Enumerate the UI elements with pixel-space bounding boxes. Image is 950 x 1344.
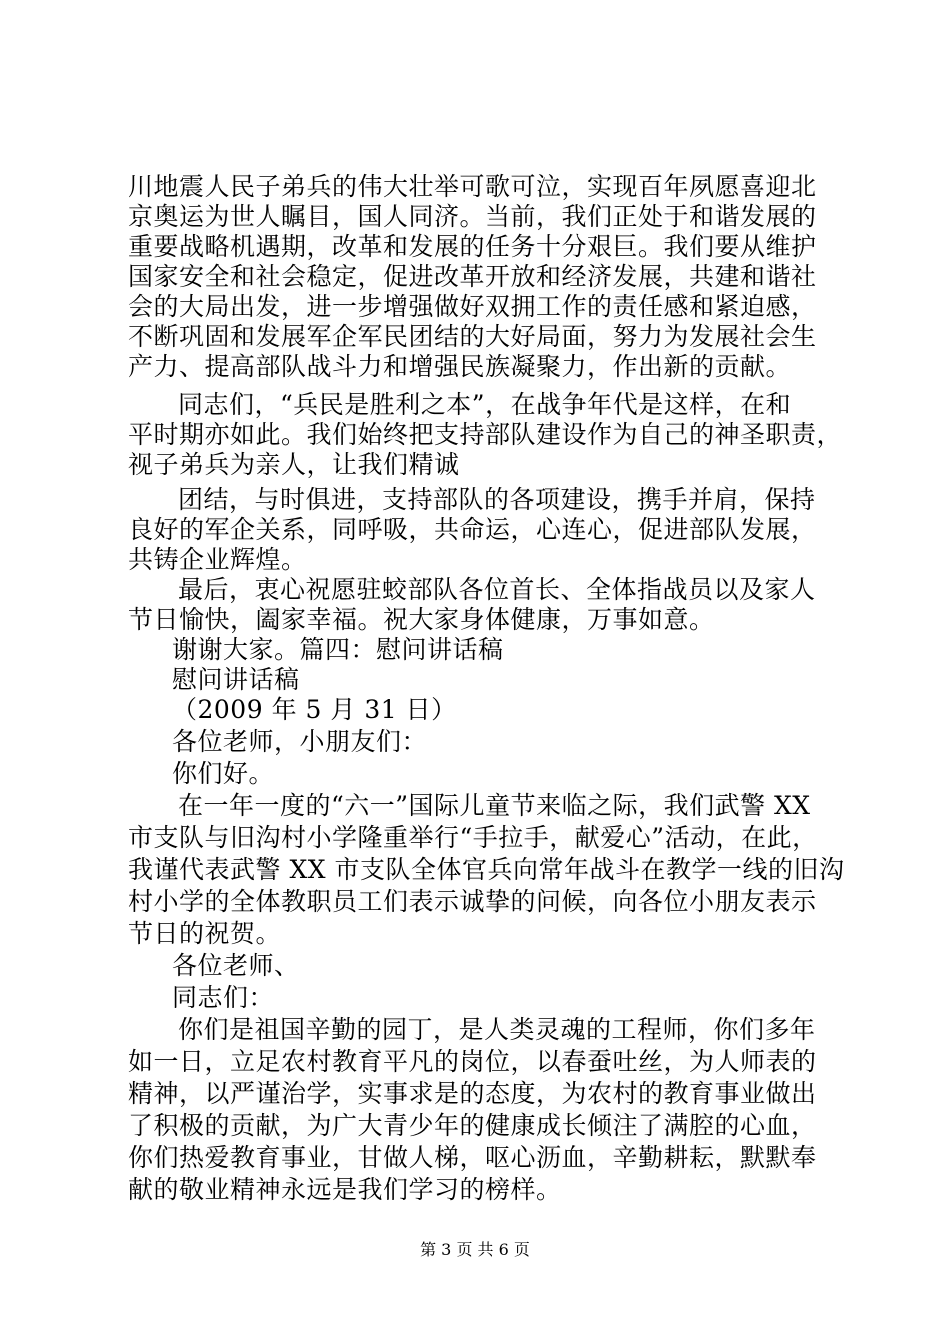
body-text-line: 会的大局出发，进一步增强做好双拥工作的责任感和紧迫感， bbox=[128, 292, 817, 321]
salutation: 各位老师，小朋友们： bbox=[172, 727, 428, 756]
body-text-line: 你们热爱教育事业，甘做人梯，呕心沥血，辛勤耕耘，默默奉 bbox=[128, 1143, 817, 1172]
body-text-line: 精神，以严谨治学，实事求是的态度，为农村的教育事业做出 bbox=[128, 1079, 817, 1108]
body-text-line: 你们是祖国辛勤的园丁，是人类灵魂的工程师，你们多年 bbox=[178, 1015, 816, 1044]
section-title: 慰问讲话稿 bbox=[172, 665, 300, 694]
body-text-line: 共铸企业辉煌。 bbox=[128, 545, 307, 574]
salutation: 各位老师、 bbox=[172, 951, 300, 980]
body-text-line: 最后，衷心祝愿驻蛟部队各位首长、全体指战员以及家人 bbox=[178, 575, 816, 604]
body-text-line: 如一日，立足农村教育平凡的岗位，以春蚕吐丝，为人师表的 bbox=[128, 1047, 817, 1076]
body-text-line: 平时期亦如此。我们始终把支持部队建设作为自己的神圣职责， bbox=[128, 420, 843, 449]
body-text-line: 团结，与时俱进，支持部队的各项建设，携手并肩，保持 bbox=[178, 485, 816, 514]
body-text-line: 在一年一度的“六一”国际儿童节来临之际，我们武警 XX bbox=[178, 791, 811, 820]
body-text-line: 村小学的全体教职员工们表示诚挚的问候，向各位小朋友表示 bbox=[128, 887, 817, 916]
page-number: 第 3 页 共 6 页 bbox=[420, 1240, 530, 1259]
body-text-line: 了积极的贡献，为广大青少年的健康成长倾注了满腔的心血， bbox=[128, 1111, 817, 1140]
body-text-line: 节日的祝贺。 bbox=[128, 919, 282, 948]
body-text-line: 国家安全和社会稳定，促进改革开放和经济发展，共建和谐社 bbox=[128, 262, 817, 291]
body-text-line: 节日愉快，阖家幸福。祝大家身体健康，万事如意。 bbox=[128, 605, 715, 634]
greeting: 你们好。 bbox=[172, 759, 275, 788]
body-text-line: 视子弟兵为亲人，让我们精诚 bbox=[128, 450, 460, 479]
body-text-line: 献的敬业精神永远是我们学习的榜样。 bbox=[128, 1175, 562, 1204]
body-text-line: 同志们，“兵民是胜利之本”，在战争年代是这样，在和 bbox=[178, 390, 792, 419]
body-text-line: 京奥运为世人瞩目，国人同济。当前，我们正处于和谐发展的 bbox=[128, 202, 817, 231]
body-text-line: 产力、提高部队战斗力和增强民族凝聚力，作出新的贡献。 bbox=[128, 352, 792, 381]
body-text-line: 良好的军企关系，同呼吸，共命运，心连心，促进部队发展， bbox=[128, 515, 817, 544]
speech-date: （2009 年 5 月 31 日） bbox=[172, 695, 457, 724]
body-text-line: 市支队与旧沟村小学隆重举行“手拉手，献爱心”活动，在此， bbox=[128, 823, 818, 852]
body-text-line: 我谨代表武警 XX 市支队全体官兵向常年战斗在教学一线的旧沟 bbox=[128, 855, 845, 884]
body-text-line: 川地震人民子弟兵的伟大壮举可歌可泣，实现百年夙愿喜迎北 bbox=[128, 172, 817, 201]
body-text-line: 谢谢大家。篇四：慰问讲话稿 bbox=[172, 635, 504, 664]
body-text-line: 重要战略机遇期，改革和发展的任务十分艰巨。我们要从维护 bbox=[128, 232, 817, 261]
body-text-line: 不断巩固和发展军企军民团结的大好局面，努力为发展社会生 bbox=[128, 322, 817, 351]
salutation: 同志们： bbox=[172, 983, 275, 1012]
